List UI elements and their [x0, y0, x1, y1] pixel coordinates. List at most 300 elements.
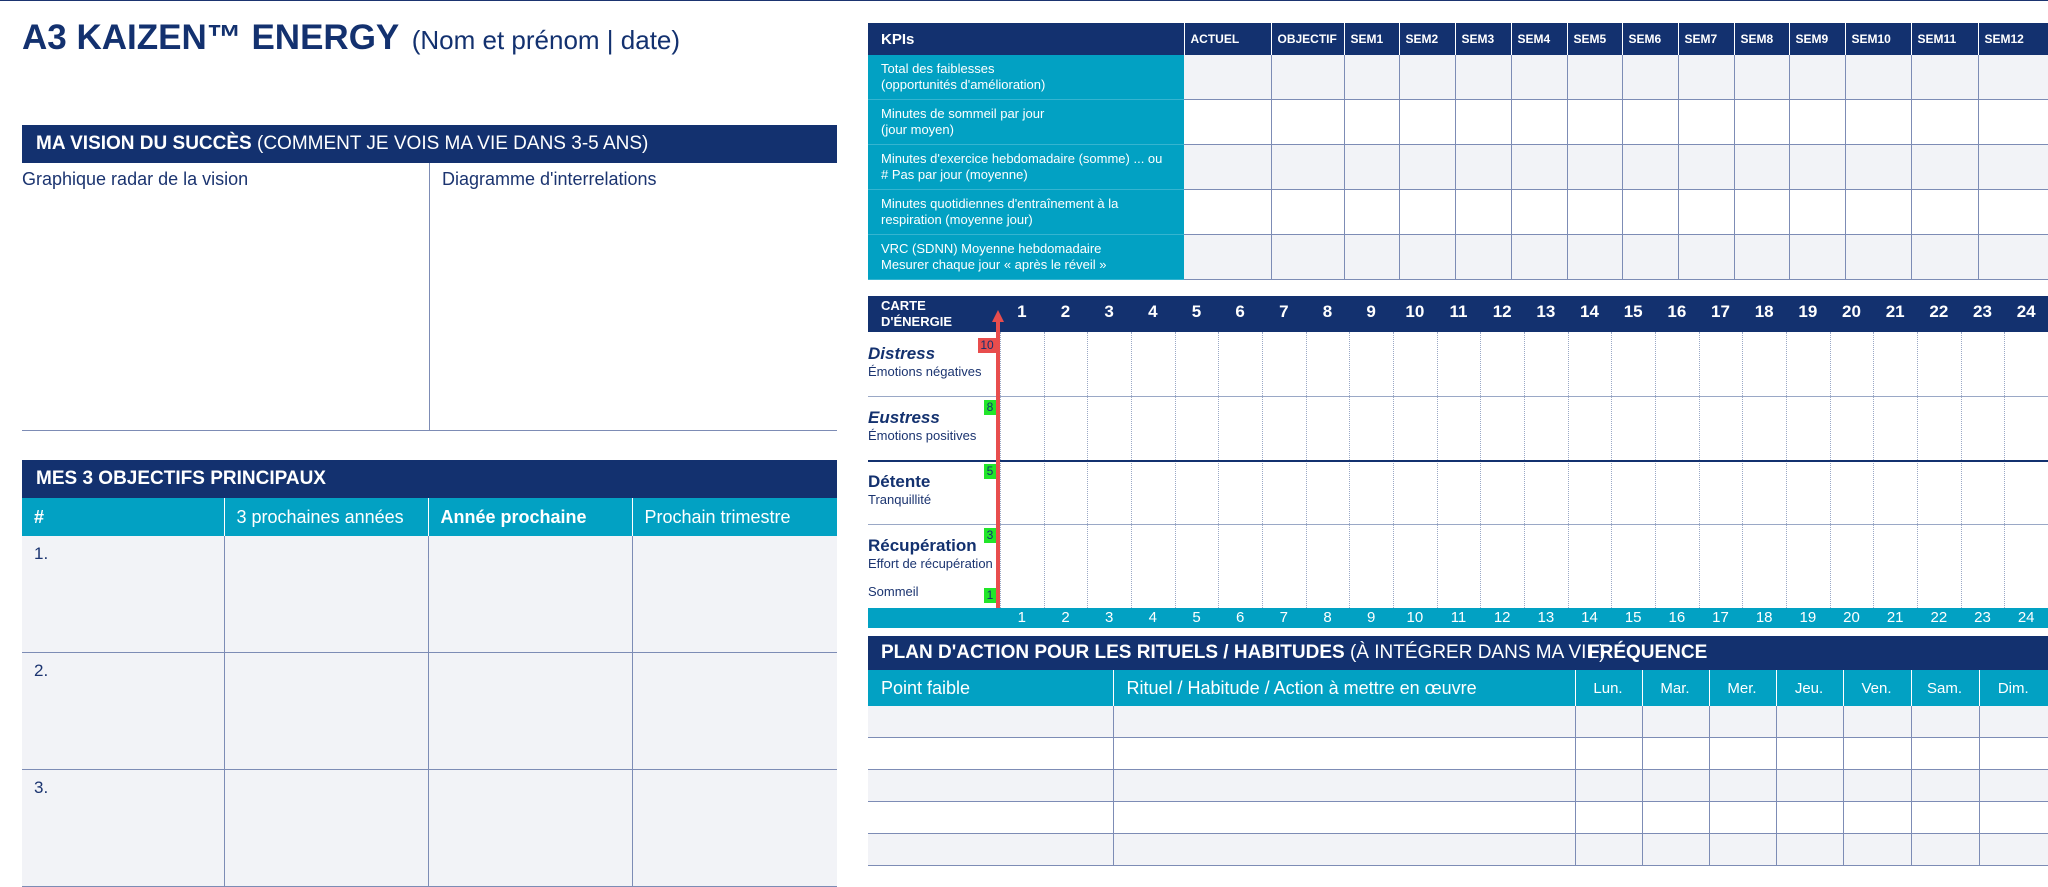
action-plan-day-cell[interactable] — [1709, 770, 1776, 802]
kpi-label-line2: (jour moyen) — [881, 122, 954, 137]
vision-header — [22, 125, 837, 163]
energy-map-grid-vline — [1699, 332, 1700, 608]
action-plan-day-cell[interactable] — [1911, 834, 1979, 866]
action-plan-weak-point-cell[interactable] — [868, 706, 1113, 738]
energy-map-grid-vline — [1873, 332, 1874, 608]
action-plan-col-day: Lun. — [1575, 670, 1642, 706]
objective-cell[interactable] — [632, 536, 837, 653]
kpi-cell[interactable] — [1567, 235, 1622, 280]
action-plan-weak-point-cell[interactable] — [868, 834, 1113, 866]
energy-map-hour-label: 16 — [1667, 302, 1687, 321]
kpi-cell[interactable] — [1511, 235, 1567, 280]
kpi-row — [868, 235, 2048, 280]
kpi-col-sem1: SEM1 — [1344, 23, 1399, 55]
objective-cell[interactable] — [632, 653, 837, 770]
kpi-cell[interactable] — [1789, 190, 1845, 235]
action-plan-ritual-cell[interactable] — [1113, 738, 1575, 770]
kpi-cell[interactable] — [1789, 55, 1845, 100]
action-plan-day-cell[interactable] — [1709, 834, 1776, 866]
objectives-col-number: # — [22, 498, 224, 536]
energy-map-grid-vline — [1218, 332, 1219, 608]
kpi-cell[interactable] — [1567, 55, 1622, 100]
kpi-col-sem2: SEM2 — [1399, 23, 1455, 55]
kpi-row-label — [868, 100, 1184, 145]
kpi-cell[interactable] — [1845, 190, 1911, 235]
kpi-col-sem7: SEM7 — [1678, 23, 1734, 55]
kpi-col-sem10: SEM10 — [1845, 23, 1911, 55]
kpi-col-objectif: OBJECTIF — [1271, 23, 1344, 55]
action-plan-day-cell[interactable] — [1776, 706, 1843, 738]
energy-map-grid-vline — [1786, 332, 1787, 608]
energy-map-hour-label-bottom: 14 — [1581, 609, 1598, 626]
action-plan-col-day: Dim. — [1979, 670, 2048, 706]
energy-map-hour-label: 5 — [1191, 302, 1202, 321]
kpi-col-actuel: ACTUEL — [1184, 23, 1271, 55]
objectives-table — [22, 498, 837, 887]
kpi-label-line1: Minutes de sommeil par jour — [881, 106, 1045, 121]
kpi-cell[interactable] — [1399, 145, 1455, 190]
kpi-cell[interactable] — [1344, 145, 1399, 190]
action-plan-header-row — [868, 670, 2048, 706]
action-plan-day-cell[interactable] — [1843, 802, 1911, 834]
kpi-label-line2: # Pas par jour (moyenne) — [881, 167, 1028, 182]
energy-map-grid-vline — [1480, 332, 1481, 608]
action-plan-day-cell[interactable] — [1709, 738, 1776, 770]
kpi-cell[interactable] — [1399, 190, 1455, 235]
energy-map-hour-label: 6 — [1235, 302, 1245, 321]
action-plan-day-cell[interactable] — [1642, 706, 1709, 738]
kpi-cell[interactable] — [1734, 100, 1789, 145]
energy-map-hour-label: 2 — [1060, 302, 1071, 321]
action-plan-day-cell[interactable] — [1642, 738, 1709, 770]
energy-map-grid-vline — [1611, 332, 1612, 608]
energy-map-hour-label-bottom: 22 — [1930, 609, 1948, 626]
kpi-cell[interactable] — [1678, 235, 1734, 280]
kpi-row-label — [868, 55, 1184, 100]
kpi-cell[interactable] — [1511, 190, 1567, 235]
action-plan-day-cell[interactable] — [1911, 706, 1979, 738]
action-plan-ritual-cell[interactable] — [1113, 706, 1575, 738]
action-plan-col-day: Jeu. — [1776, 670, 1843, 706]
objective-number: 3. — [22, 770, 224, 887]
objectives-col-next-year: Année prochaine — [428, 498, 632, 536]
kpi-cell[interactable] — [1622, 235, 1678, 280]
energy-map-grid-vline — [1131, 332, 1132, 608]
objective-cell[interactable] — [632, 770, 837, 887]
energy-map-grid-vline — [1000, 332, 1001, 608]
energy-map-grid-vline — [1175, 332, 1176, 608]
kpi-col-sem8: SEM8 — [1734, 23, 1789, 55]
kpi-cell[interactable] — [1789, 235, 1845, 280]
kpi-col-sem5: SEM5 — [1567, 23, 1622, 55]
kpi-cell[interactable] — [1344, 190, 1399, 235]
energy-map-hour-label-bottom: 3 — [1104, 609, 1114, 626]
energy-map-grid-hline-strong — [868, 460, 2048, 462]
energy-map-grid-vline — [1655, 332, 1656, 608]
kpi-cell[interactable] — [1789, 100, 1845, 145]
energy-map-row-title: Eustress — [868, 408, 940, 427]
energy-map-hour-label: 4 — [1148, 302, 1158, 321]
action-plan-row — [868, 802, 2048, 834]
kpi-label-line1: Minutes d'exercice hebdomadaire (somme) ... ou — [881, 151, 1163, 166]
action-plan-weak-point-cell[interactable] — [868, 770, 1113, 802]
energy-map-row-subtitle: Effort de récupération — [868, 556, 993, 571]
action-plan-day-cell[interactable] — [1979, 834, 2048, 866]
energy-map-grid-vline — [1262, 332, 1263, 608]
kpi-cell[interactable] — [1184, 55, 1271, 100]
energy-map-hour-label-bottom: 9 — [1366, 609, 1376, 626]
action-plan-col-day: Mer. — [1709, 670, 1776, 706]
kpi-cell[interactable] — [1978, 100, 2048, 145]
kpi-cell[interactable] — [1567, 190, 1622, 235]
kpi-cell[interactable] — [1734, 145, 1789, 190]
page-title-subtitle: (Nom et prénom | date) — [411, 25, 681, 55]
energy-map-grid-hline — [868, 396, 2048, 397]
kpi-cell[interactable] — [1789, 145, 1845, 190]
objective-cell[interactable] — [224, 653, 428, 770]
energy-map-hour-label-bottom: 24 — [2017, 609, 2035, 626]
action-plan-title-rest: (À INTÉGRER DANS MA VIE) — [1349, 642, 1606, 663]
kpi-cell[interactable] — [1734, 55, 1789, 100]
energy-map-hour-label-bottom: 19 — [1799, 609, 1817, 626]
kpi-cell[interactable] — [1455, 55, 1511, 100]
action-plan-day-cell[interactable] — [1911, 738, 1979, 770]
energy-map-hour-label-bottom: 7 — [1279, 609, 1288, 626]
energy-map-hour-label-bottom: 15 — [1624, 609, 1642, 626]
kpi-row — [868, 145, 2048, 190]
kpi-row — [868, 55, 2048, 100]
objective-number: 2. — [22, 653, 224, 770]
energy-map-row-subtitle: Émotions positives — [868, 428, 977, 443]
action-plan-day-cell[interactable] — [1776, 802, 1843, 834]
energy-map-hour-label-bottom: 12 — [1493, 609, 1511, 626]
action-plan-col-weak-point: Point faible — [868, 670, 1113, 706]
energy-map-hour-label-bottom: 8 — [1323, 609, 1332, 626]
energy-level-badge: 1 — [984, 588, 996, 603]
energy-map-row-label — [868, 408, 976, 443]
kpi-label-line2: (opportunités d'amélioration) — [881, 77, 1046, 92]
energy-map-hour-label: 21 — [1885, 302, 1905, 321]
vision-header-rest: (COMMENT JE VOIS MA VIE DANS 3-5 ANS) — [257, 133, 649, 154]
energy-map-grid-vline — [1044, 332, 1045, 608]
action-plan-day-cell[interactable] — [1575, 738, 1642, 770]
kpi-col-sem9: SEM9 — [1789, 23, 1845, 55]
kpi-cell[interactable] — [1184, 190, 1271, 235]
action-plan-day-cell[interactable] — [1709, 706, 1776, 738]
energy-map-grid-vline — [1830, 332, 1831, 608]
action-plan-day-cell[interactable] — [1575, 834, 1642, 866]
kpi-cell[interactable] — [1734, 190, 1789, 235]
kpi-label-line1: VRC (SDNN) Moyenne hebdomadaire — [881, 241, 1102, 256]
action-plan-day-cell[interactable] — [1979, 802, 2048, 834]
energy-map-row-label — [868, 344, 981, 379]
objective-cell[interactable] — [224, 770, 428, 887]
energy-map-hour-label-bottom: 1 — [1017, 609, 1026, 626]
vision-radar-area[interactable] — [22, 163, 430, 430]
energy-map — [868, 296, 2048, 628]
kpi-row-label — [868, 145, 1184, 190]
objective-cell[interactable] — [224, 536, 428, 653]
kpi-col-sem3: SEM3 — [1455, 23, 1511, 55]
energy-map-hour-label: 7 — [1279, 302, 1289, 321]
kpi-cell[interactable] — [1911, 235, 1978, 280]
energy-map-hour-label: 1 — [1017, 302, 1027, 321]
action-plan-day-cell[interactable] — [1843, 706, 1911, 738]
action-plan-day-cell[interactable] — [1979, 770, 2048, 802]
kpi-cell[interactable] — [1184, 145, 1271, 190]
vision-body — [22, 163, 837, 431]
vision-header-bold: MA VISION DU SUCCÈS — [36, 133, 252, 154]
energy-map-grid-vline — [1349, 332, 1350, 608]
action-plan-title-bold: PLAN D'ACTION POUR LES RITUELS / HABITUDES — [881, 642, 1345, 663]
action-plan-col-day: Sam. — [1911, 670, 1979, 706]
energy-level-badge: 8 — [984, 400, 996, 415]
action-plan-day-cell[interactable] — [1642, 802, 1709, 834]
objectives-row — [22, 770, 837, 887]
action-plan-day-cell[interactable] — [1575, 770, 1642, 802]
action-plan-weak-point-cell[interactable] — [868, 738, 1113, 770]
objective-cell[interactable] — [428, 653, 632, 770]
page-title-main: A3 KAIZEN™ ENERGY — [22, 18, 400, 57]
energy-map-row-subtitle: Émotions négatives — [868, 364, 982, 379]
energy-map-title — [881, 298, 952, 330]
action-plan-day-cell[interactable] — [1709, 802, 1776, 834]
energy-map-hour-label-bottom: 2 — [1061, 609, 1070, 626]
energy-map-row-label — [868, 472, 931, 507]
kpi-cell[interactable] — [1567, 145, 1622, 190]
action-plan-day-cell[interactable] — [1776, 770, 1843, 802]
energy-map-header — [868, 296, 2048, 332]
energy-map-grid-hline — [868, 524, 2048, 525]
kpi-cell[interactable] — [1399, 55, 1455, 100]
action-plan-title — [881, 636, 1605, 670]
energy-map-grid-vline — [1393, 332, 1394, 608]
kpi-cell[interactable] — [1978, 145, 2048, 190]
energy-map-hour-label-bottom: 16 — [1668, 609, 1686, 626]
objectives-col-3years: 3 prochaines années — [224, 498, 428, 536]
action-plan-day-cell[interactable] — [1911, 770, 1979, 802]
kpi-cell[interactable] — [1622, 190, 1678, 235]
kpi-col-label: KPIs — [868, 23, 1184, 55]
energy-map-hour-label: 9 — [1366, 302, 1376, 321]
action-plan-col-day: Ven. — [1843, 670, 1911, 706]
energy-level-badge: 10 — [978, 338, 996, 353]
vision-interrelation-area[interactable] — [442, 163, 837, 430]
energy-map-hour-label: 3 — [1104, 302, 1114, 321]
energy-map-grid-vline — [1917, 332, 1918, 608]
kpi-cell[interactable] — [1455, 100, 1511, 145]
energy-map-hour-label: 23 — [1973, 302, 1992, 321]
energy-map-row-label — [868, 536, 993, 571]
energy-map-hour-label: 15 — [1623, 302, 1643, 321]
action-plan-day-cell[interactable] — [1575, 802, 1642, 834]
energy-map-hour-label-bottom: 13 — [1537, 609, 1555, 626]
energy-map-title-line2: D'ÉNERGIE — [881, 314, 952, 329]
kpi-cell[interactable] — [1622, 145, 1678, 190]
energy-map-grid-vline — [1961, 332, 1962, 608]
energy-map-hour-label: 20 — [1842, 302, 1861, 321]
action-plan-day-cell[interactable] — [1575, 706, 1642, 738]
action-plan-col-ritual: Rituel / Habitude / Action à mettre en œuvre — [1113, 670, 1575, 706]
action-plan-day-cell[interactable] — [1843, 738, 1911, 770]
energy-map-title-line1: CARTE — [881, 298, 926, 313]
kpi-cell[interactable] — [1511, 100, 1567, 145]
kpi-cell[interactable] — [1344, 100, 1399, 145]
kpi-label-line1: Minutes quotidiennes d'entraînement à la — [881, 196, 1119, 211]
kpi-cell[interactable] — [1184, 235, 1271, 280]
energy-map-hour-label-bottom: 4 — [1148, 609, 1157, 626]
objective-number: 1. — [22, 536, 224, 653]
energy-map-hour-label: 24 — [2016, 302, 2036, 321]
action-plan-weak-point-cell[interactable] — [868, 802, 1113, 834]
objectives-row — [22, 653, 837, 770]
energy-map-hour-label: 12 — [1492, 302, 1512, 321]
energy-map-hour-label-bottom: 18 — [1755, 609, 1773, 626]
action-plan-day-cell[interactable] — [1979, 738, 2048, 770]
kpi-table — [868, 23, 2048, 280]
energy-map-hour-label: 17 — [1711, 302, 1730, 321]
energy-map-footer — [868, 608, 2048, 628]
page-title — [22, 18, 680, 58]
kpi-cell[interactable] — [1978, 190, 2048, 235]
energy-level-badge: 5 — [984, 464, 996, 479]
vision-radar-label: Graphique radar de la vision — [22, 169, 249, 189]
kpi-cell[interactable] — [1455, 190, 1511, 235]
energy-map-row-title: Détente — [868, 472, 931, 491]
action-plan-row — [868, 738, 2048, 770]
kpi-label-line2: Mesurer chaque jour « après le réveil » — [881, 257, 1107, 272]
kpi-cell[interactable] — [1978, 235, 2048, 280]
objectives-row — [22, 536, 837, 653]
energy-map-hour-label: 22 — [1929, 302, 1949, 321]
energy-map-grid-vline — [2004, 332, 2005, 608]
objective-cell[interactable] — [428, 536, 632, 653]
kpi-cell[interactable] — [1678, 190, 1734, 235]
kpi-cell[interactable] — [1271, 235, 1344, 280]
kpi-col-sem6: SEM6 — [1622, 23, 1678, 55]
energy-map-hour-label-bottom: 6 — [1235, 609, 1245, 626]
kpi-cell[interactable] — [1622, 100, 1678, 145]
energy-map-row-title: Distress — [868, 344, 936, 363]
kpi-cell[interactable] — [1911, 55, 1978, 100]
kpi-row — [868, 190, 2048, 235]
action-plan-ritual-cell[interactable] — [1113, 834, 1575, 866]
kpi-cell[interactable] — [1678, 55, 1734, 100]
energy-map-hour-label-bottom: 20 — [1843, 609, 1860, 626]
energy-map-hour-label-bottom: 23 — [1974, 609, 1991, 626]
energy-map-hour-label: 18 — [1754, 302, 1774, 321]
action-plan-day-cell[interactable] — [1911, 802, 1979, 834]
kpi-cell[interactable] — [1271, 100, 1344, 145]
kpi-cell[interactable] — [1399, 100, 1455, 145]
action-plan-day-cell[interactable] — [1776, 834, 1843, 866]
action-plan-ritual-cell[interactable] — [1113, 770, 1575, 802]
energy-map-hour-label: 10 — [1405, 302, 1425, 321]
kpi-cell[interactable] — [1344, 235, 1399, 280]
kpi-label-line2: respiration (moyenne jour) — [881, 212, 1033, 227]
energy-map-hour-label: 13 — [1536, 302, 1556, 321]
action-plan-ritual-cell[interactable] — [1113, 802, 1575, 834]
kpi-cell[interactable] — [1734, 235, 1789, 280]
kpi-row-label — [868, 235, 1184, 280]
kpi-cell[interactable] — [1911, 190, 1978, 235]
energy-map-grid-vline — [1087, 332, 1088, 608]
objectives-header: MES 3 OBJECTIFS PRINCIPAUX — [22, 460, 837, 498]
energy-map-hour-label-bottom: 11 — [1450, 609, 1467, 626]
kpi-cell[interactable] — [1845, 55, 1911, 100]
energy-map-hour-label-bottom: 21 — [1886, 609, 1904, 626]
kpi-cell[interactable] — [1567, 100, 1622, 145]
kpi-row-label — [868, 190, 1184, 235]
energy-level-badge: 3 — [984, 528, 996, 543]
energy-map-row-subtitle: Sommeil — [868, 584, 919, 599]
kpi-cell[interactable] — [1911, 100, 1978, 145]
action-plan-header — [868, 636, 2048, 670]
action-plan-day-cell[interactable] — [1776, 738, 1843, 770]
kpi-cell[interactable] — [1455, 145, 1511, 190]
kpi-cell[interactable] — [1622, 55, 1678, 100]
kpi-cell[interactable] — [1845, 235, 1911, 280]
action-plan-col-day: Mar. — [1642, 670, 1709, 706]
energy-map-grid-vline — [1437, 332, 1438, 608]
kpi-row — [868, 100, 2048, 145]
objectives-col-next-quarter: Prochain trimestre — [632, 498, 837, 536]
action-plan-row — [868, 834, 2048, 866]
kpi-cell[interactable] — [1271, 190, 1344, 235]
energy-map-hour-label-bottom: 10 — [1406, 609, 1424, 626]
energy-map-grid-vline — [1568, 332, 1569, 608]
energy-map-row-title: Récupération — [868, 536, 977, 555]
energy-map-grid-vline — [1306, 332, 1307, 608]
kpi-header-row — [868, 23, 2048, 55]
kpi-col-sem12: SEM12 — [1978, 23, 2048, 55]
kpi-cell[interactable] — [1678, 100, 1734, 145]
kpi-cell[interactable] — [1678, 145, 1734, 190]
action-plan-row — [868, 706, 2048, 738]
kpi-cell[interactable] — [1271, 55, 1344, 100]
vision-interrelation-label: Diagramme d'interrelations — [442, 169, 657, 189]
kpi-cell[interactable] — [1911, 145, 1978, 190]
kpi-cell[interactable] — [1978, 55, 2048, 100]
kpi-cell[interactable] — [1184, 100, 1271, 145]
kpi-cell[interactable] — [1511, 55, 1567, 100]
top-rule — [0, 0, 2048, 1]
kpi-cell[interactable] — [1845, 100, 1911, 145]
kpi-cell[interactable] — [1271, 145, 1344, 190]
kpi-label-line1: Total des faiblesses — [881, 61, 995, 76]
action-plan-day-cell[interactable] — [1843, 770, 1911, 802]
energy-map-hour-label: 19 — [1798, 302, 1818, 321]
energy-map-row-label — [868, 584, 919, 599]
action-plan-day-cell[interactable] — [1843, 834, 1911, 866]
kpi-cell[interactable] — [1344, 55, 1399, 100]
kpi-cell[interactable] — [1455, 235, 1511, 280]
kpi-col-sem11: SEM11 — [1911, 23, 1978, 55]
action-plan-frequency-label: FRÉQUENCE — [1588, 642, 1708, 663]
action-plan-day-cell[interactable] — [1979, 706, 2048, 738]
objective-cell[interactable] — [428, 770, 632, 887]
action-plan-day-cell[interactable] — [1642, 770, 1709, 802]
kpi-col-sem4: SEM4 — [1511, 23, 1567, 55]
kpi-cell[interactable] — [1845, 145, 1911, 190]
energy-axis-line — [996, 320, 1000, 608]
energy-map-hour-label: 14 — [1580, 302, 1599, 321]
kpi-cell[interactable] — [1511, 145, 1567, 190]
kpi-cell[interactable] — [1399, 235, 1455, 280]
action-plan-day-cell[interactable] — [1642, 834, 1709, 866]
energy-map-hour-label: 8 — [1322, 302, 1333, 321]
energy-map-hour-label: 11 — [1449, 302, 1468, 321]
